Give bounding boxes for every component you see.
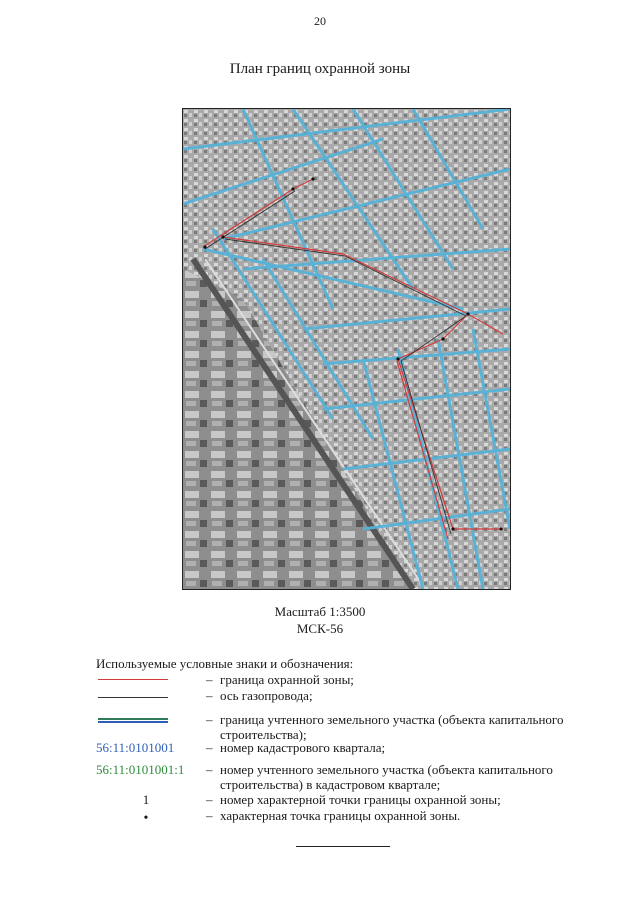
map-image bbox=[182, 108, 511, 590]
aerial-map bbox=[183, 109, 510, 589]
cadastral-block-label: 56:11:0101001 bbox=[96, 740, 175, 755]
point-number-label: 1 bbox=[142, 792, 150, 807]
legend-item-parcel-boundary: – граница учтенного земельного участка (объекта капитального строительства); bbox=[96, 712, 596, 744]
legend-item-parcel-number: 56:11:0101001:1 – номер учтенного земельного участка (объекта капитального строительства) в кадастровом квартале; bbox=[96, 762, 553, 792]
signature-line bbox=[296, 846, 390, 847]
dot-icon: • bbox=[143, 811, 149, 826]
plan-title: План границ охранной зоны bbox=[229, 61, 411, 77]
legend-heading: Используемые условные знаки и обозначения: bbox=[96, 656, 354, 671]
dark-line-symbol bbox=[98, 697, 168, 698]
double-line-symbol bbox=[98, 718, 168, 723]
red-line-symbol bbox=[98, 679, 168, 680]
coordinate-system: МСК-56 bbox=[296, 621, 344, 636]
page-number: 20 bbox=[314, 14, 326, 28]
parcel-number-label: 56:11:0101001:1 bbox=[96, 762, 185, 777]
map-scale: Масштаб 1:3500 bbox=[274, 604, 366, 619]
